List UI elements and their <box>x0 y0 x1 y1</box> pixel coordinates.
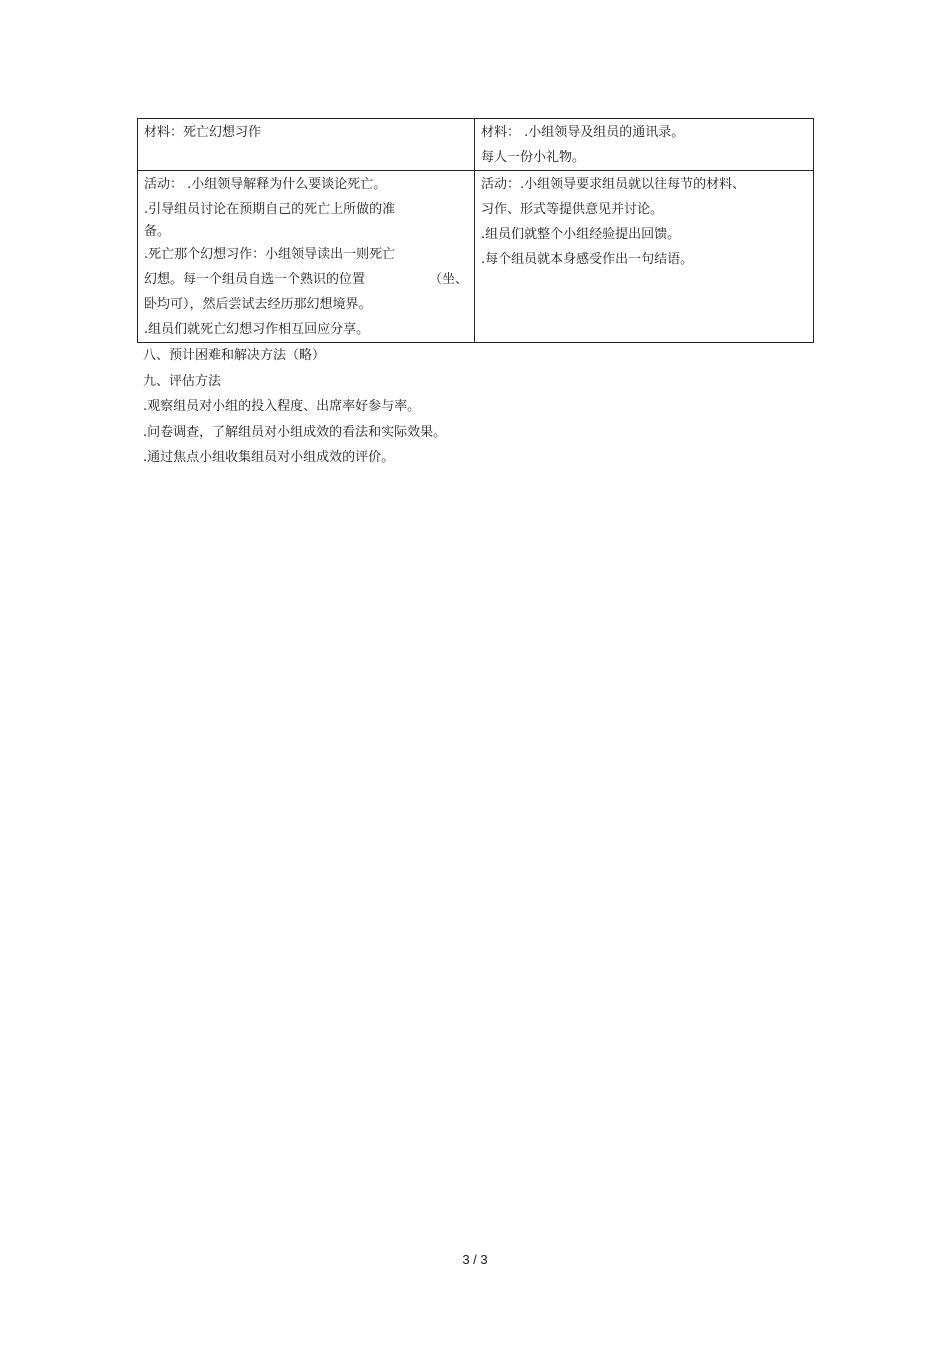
evaluation-item-2: .问卷调查，了解组员对小组成效的看法和实际效果。 <box>143 424 447 440</box>
activities-left-line-6: 卧均可），然后尝试去经历那幻想境界。 <box>144 297 372 312</box>
activities-left-line-2: .引导组员讨论在预期自己的死亡上所做的准 <box>144 202 396 217</box>
evaluation-section <box>143 343 446 471</box>
activities-row <box>138 171 814 343</box>
materials-cell-right <box>475 119 814 171</box>
activities-right-line-1: 活动：.小组领导要求组员就以往每节的材料、 <box>481 177 746 192</box>
materials-right-line-1: 材料： .小组领导及组员的通讯录。 <box>481 125 685 140</box>
activities-left-line-5b: （坐、 <box>428 272 468 287</box>
materials-cell-left <box>138 119 475 171</box>
activities-left-line-1: 活动： .小组领导解释为什么要谈论死亡。 <box>144 177 387 192</box>
materials-right-line-2: 每人一份小礼物。 <box>481 150 586 165</box>
evaluation-item-1: .观察组员对小组的投入程度、出席率好参与率。 <box>143 399 421 414</box>
materials-left-text: 材料：死亡幻想习作 <box>144 125 262 140</box>
section-heading-8: 八、预计困难和解决方法（略） <box>143 348 326 363</box>
session-plan-table <box>137 118 814 343</box>
materials-row <box>138 119 814 171</box>
activities-left-line-4: .死亡那个幻想习作：小组领导读出一则死亡 <box>144 247 396 262</box>
activities-right-line-3: .组员们就整个小组经验提出回馈。 <box>481 227 681 242</box>
page-number: 3 / 3 <box>462 1252 488 1267</box>
activities-cell-right <box>475 171 814 343</box>
activities-left-line-5a: 幻想。每一个组员自选一个熟识的位置 <box>144 272 366 287</box>
activities-left-line-3: 备。 <box>144 224 171 239</box>
activities-left-line-7: .组员们就死亡幻想习作相互回应分享。 <box>144 322 370 337</box>
section-heading-9: 九、评估方法 <box>143 373 222 389</box>
activities-cell-left <box>138 171 475 343</box>
evaluation-item-3: .通过焦点小组收集组员对小组成效的评价。 <box>143 450 395 465</box>
activities-right-line-4: .每个组员就本身感受作出一句结语。 <box>481 252 694 267</box>
activities-left-line-5 <box>144 267 468 292</box>
activities-right-line-2: 习作、形式等提供意见并讨论。 <box>481 202 664 217</box>
